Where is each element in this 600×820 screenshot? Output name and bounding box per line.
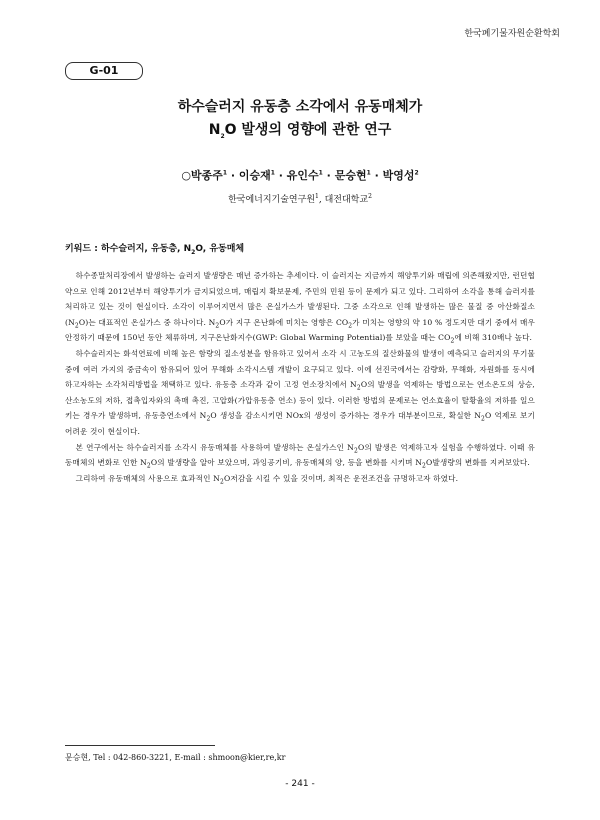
title-text: N <box>208 122 221 138</box>
paragraph-text: O의 발생은 억제하고자 실험을 수행하였다. 이때 유동매체의 변화로 인한 N <box>65 442 535 468</box>
paragraph <box>65 346 535 440</box>
title-text: O 발생의 영향에 관한 연구 <box>224 122 392 138</box>
paragraph-text: 하수슬러지는 화석연료에 비해 높은 함량의 질소성분을 함유하고 있어서 소각 시 고농도의 질산화물의 발생이 예측되고 슬러지의 무기물 중에 여러 가지의 중금속이 함유되어 있어 무해화 소각시스템 개발이 요구되고 있다. 이에 선진국에서는 감량화, 무해화, 자원화를 동시에 하고자하는 소각처리방법을 채택하고 있다. 유동층 소각과 같이 고정 연소장치에서 N <box>65 348 535 390</box>
keywords-label: 키워드 : <box>65 244 101 254</box>
subscript: 2 <box>219 478 224 486</box>
affiliation-name: 대전대학교 <box>324 195 369 205</box>
footnote-divider <box>65 745 215 746</box>
author-list <box>0 167 600 183</box>
title-line-2 <box>0 119 600 142</box>
subscript: 2 <box>215 322 220 330</box>
subscript: 2 <box>422 462 427 470</box>
paper-code-badge: G-01 <box>65 62 143 80</box>
subscript: 2 <box>356 384 361 392</box>
author-separator: · <box>274 169 287 182</box>
affiliation-mark: 1 <box>318 169 323 177</box>
paragraph-text: O발생량의 변화를 지켜보았다. <box>426 458 530 468</box>
paragraph-text: 하수종말처리장에서 발생하는 슬러지 발생량은 매년 증가하는 추세이다. 이 슬러지는 지금까지 해양투기와 매립에 의존해왔지만, 런던협약으로 인해 2012년부터 해양투기가 금지되었으며, 매립지 확보문제, 주민의 민원 등이 문제가 되고 있다. 그리하여 소각을 통해 슬러지를 처리하고 있는 것이 현실이다. 소각이 이루어지면서 많은 온실가스가 발생된다. 그중 소각으로 인해 발생하는 많은 물질 중 아산화질소(N <box>65 271 535 327</box>
paragraph-text: O가 지구 온난화에 미치는 영향은 CO <box>219 317 349 327</box>
paragraph-text: O의 발생을 억제하는 방법으로는 연소온도의 상승, 산소농도의 저하, 접촉입자와의 촉매 촉진, 고압화(가압유동층 연소) 등이 있다. 이러한 방법의 문제로는 연소효율이 탈황율의 저하를 일으키는 경우가 발생하며, 유동층연소에서 N <box>65 380 535 421</box>
affiliation-mark: 1 <box>366 169 371 177</box>
author-name: 문승현 <box>334 169 367 182</box>
page-number: - 241 - <box>285 779 315 789</box>
affiliation-name: 한국에너지기술연구원 <box>228 195 316 205</box>
footnote: 문승현, Tel : 042-860-3221, E-mail : shmoon@kier,re,kr <box>65 753 286 762</box>
affiliation-mark: 2 <box>368 193 372 200</box>
subscript: 2 <box>206 415 211 423</box>
paragraph-text: O저감을 시킬 수 있을 것이며, 최적은 운전조건을 규명하고자 하였다. <box>223 473 459 483</box>
affiliation-mark: 1 <box>270 169 275 177</box>
abstract-body <box>65 268 535 486</box>
paragraph-text: O 억제로 보기 어려운 것이 현실이다. <box>65 411 535 436</box>
author-name: 유인수 <box>286 169 319 182</box>
paper-title <box>0 96 600 142</box>
subscript: 2 <box>353 447 358 455</box>
subscript: 2 <box>220 132 225 140</box>
subscript: 2 <box>481 415 486 423</box>
author-separator: · <box>322 169 335 182</box>
subscript: 2 <box>146 462 151 470</box>
paragraph-text: 에 비해 310배나 높다. <box>454 333 533 343</box>
affiliation-mark: 1 <box>222 169 227 177</box>
affiliation-mark: 1 <box>315 193 319 200</box>
author-name: 박종주 <box>190 169 223 182</box>
paragraph-text: 가 미치는 영향의 약 10 % 정도지만 대기 중에서 매우 안정하기 때문에 150년 동안 체류하며, 지구온난화지수(GWP: Global Warming Potential)를 보았을 때는 CO <box>65 317 535 343</box>
paragraph-text: O의 발생량을 알아 보았으며, 과잉공기비, 유동매체의 양, 등을 변화를 시키며 N <box>150 458 423 468</box>
subscript: 2 <box>450 337 455 345</box>
paragraph-text: O)는 대표적인 온실가스 중 하나이다. N <box>78 317 216 327</box>
subscript: 2 <box>348 322 353 330</box>
subscript: 2 <box>74 322 79 330</box>
paragraph <box>65 268 535 346</box>
paragraph <box>65 440 535 471</box>
affiliation-list <box>0 192 600 205</box>
author-separator: · <box>227 169 239 182</box>
presenter-mark: ○ <box>181 169 191 182</box>
paragraph-text: O 생성을 감소시키면 NOx의 생성이 증가하는 경우가 대부분이므로, 확실한 N <box>210 411 482 421</box>
keywords <box>65 241 244 254</box>
affiliation-mark: 2 <box>414 169 419 177</box>
paragraph-text: 본 연구에서는 하수슬러지를 소각시 유동매체를 사용하여 발생하는 온실가스인 N <box>75 442 354 452</box>
keywords-text: 하수슬러지, 유동층, N <box>100 244 192 254</box>
keywords-text: O, 유동매체 <box>195 244 245 254</box>
author-name: 박영성 <box>382 169 415 182</box>
author-separator: · <box>370 169 383 182</box>
paragraph <box>65 471 535 487</box>
subscript: 2 <box>191 248 196 256</box>
affiliation-separator: , <box>318 195 325 205</box>
society-header: 한국폐기물자원순환학회 <box>464 29 560 39</box>
title-line-1: 하수슬러지 유동층 소각에서 유동매체가 <box>177 99 423 115</box>
paragraph-text: 그리하여 유동매체의 사용으로 효과적인 N <box>75 473 220 483</box>
author-name: 이승재 <box>238 169 271 182</box>
